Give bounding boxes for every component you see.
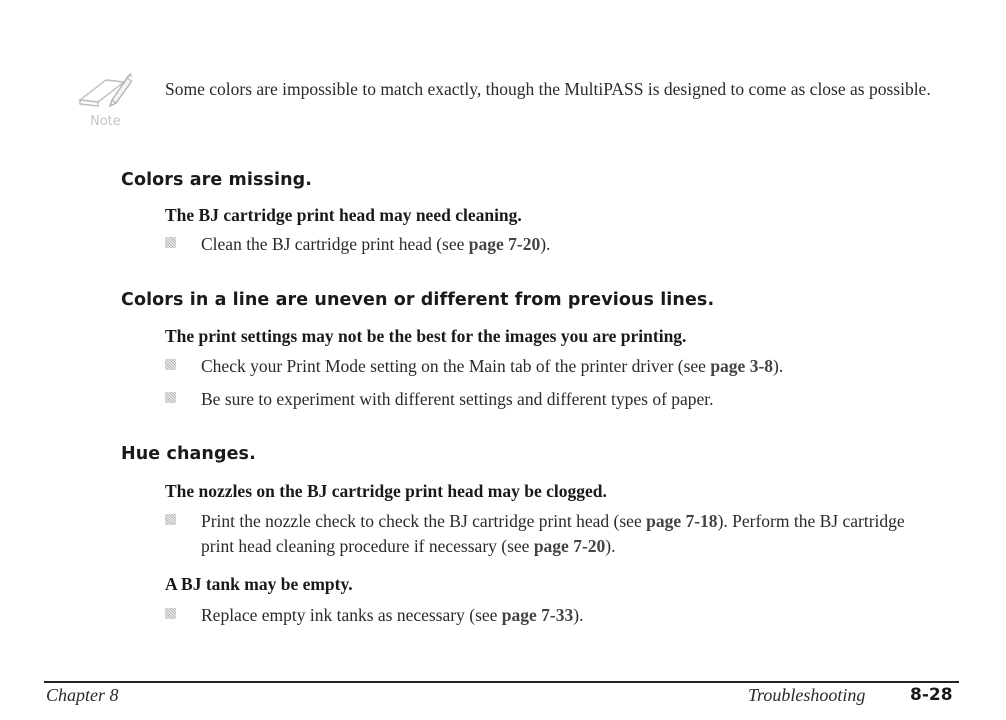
- bullet-text: Print the nozzle check to check the BJ cartridge print head (see: [201, 511, 647, 531]
- section-heading-hue-changes: Hue changes.: [121, 444, 256, 464]
- page-reference-link[interactable]: page 7-33: [501, 605, 574, 625]
- bullet-text: Be sure to experiment with different settings and different types of paper.: [201, 389, 714, 409]
- bullet-text: Replace empty ink tanks as necessary (see: [201, 605, 502, 625]
- bullet-square-icon: [165, 359, 176, 370]
- footer-section-title: Troubleshooting: [748, 685, 866, 705]
- cause-title: The print settings may not be the best for the images you are printing.: [165, 326, 687, 346]
- bullet-text: Check your Print Mode setting on the Main tab of the printer driver (see: [201, 356, 711, 376]
- bullet-item: [165, 387, 935, 412]
- cause-title: The BJ cartridge print head may need cleaning.: [165, 205, 522, 225]
- bullet-item: [165, 354, 935, 379]
- section-heading-colors-uneven: Colors in a line are uneven or different from previous lines.: [121, 290, 715, 310]
- bullet-text-end: ).: [773, 356, 784, 376]
- footer-page-number: 8-28: [910, 685, 953, 705]
- bullet-text-end: ).: [605, 536, 616, 556]
- page-reference-link[interactable]: page 7-20: [533, 536, 606, 556]
- bullet-text-end: ).: [573, 605, 584, 625]
- bullet-item: [165, 603, 935, 628]
- footer-divider: [44, 681, 959, 683]
- bullet-square-icon: [165, 392, 176, 403]
- cause-title: The nozzles on the BJ cartridge print head may be clogged.: [165, 481, 607, 501]
- bullet-text: ). Perform the BJ cartridge print head cleaning procedure if necessary (see: [201, 511, 905, 556]
- page-reference-link[interactable]: page 7-20: [468, 234, 541, 254]
- note-text: Some colors are impossible to match exactly, though the MultiPASS is designed to come as close as possible.: [165, 79, 931, 99]
- bullet-text: Clean the BJ cartridge print head (see: [201, 234, 469, 254]
- footer-chapter: Chapter 8: [46, 685, 119, 705]
- bullet-item: [165, 509, 935, 559]
- note-icon-label: Note: [90, 114, 121, 129]
- bullet-text-end: ).: [540, 234, 551, 254]
- bullet-square-icon: [165, 514, 176, 525]
- bullet-square-icon: [165, 608, 176, 619]
- bullet-item: [165, 232, 935, 257]
- page-reference-link[interactable]: page 3-8: [710, 356, 774, 376]
- cause-title: A BJ tank may be empty.: [165, 574, 353, 594]
- section-heading-colors-missing: Colors are missing.: [121, 170, 313, 190]
- bullet-square-icon: [165, 237, 176, 248]
- page-reference-link[interactable]: page 7-18: [646, 511, 718, 531]
- note-pencil-icon: [76, 70, 132, 134]
